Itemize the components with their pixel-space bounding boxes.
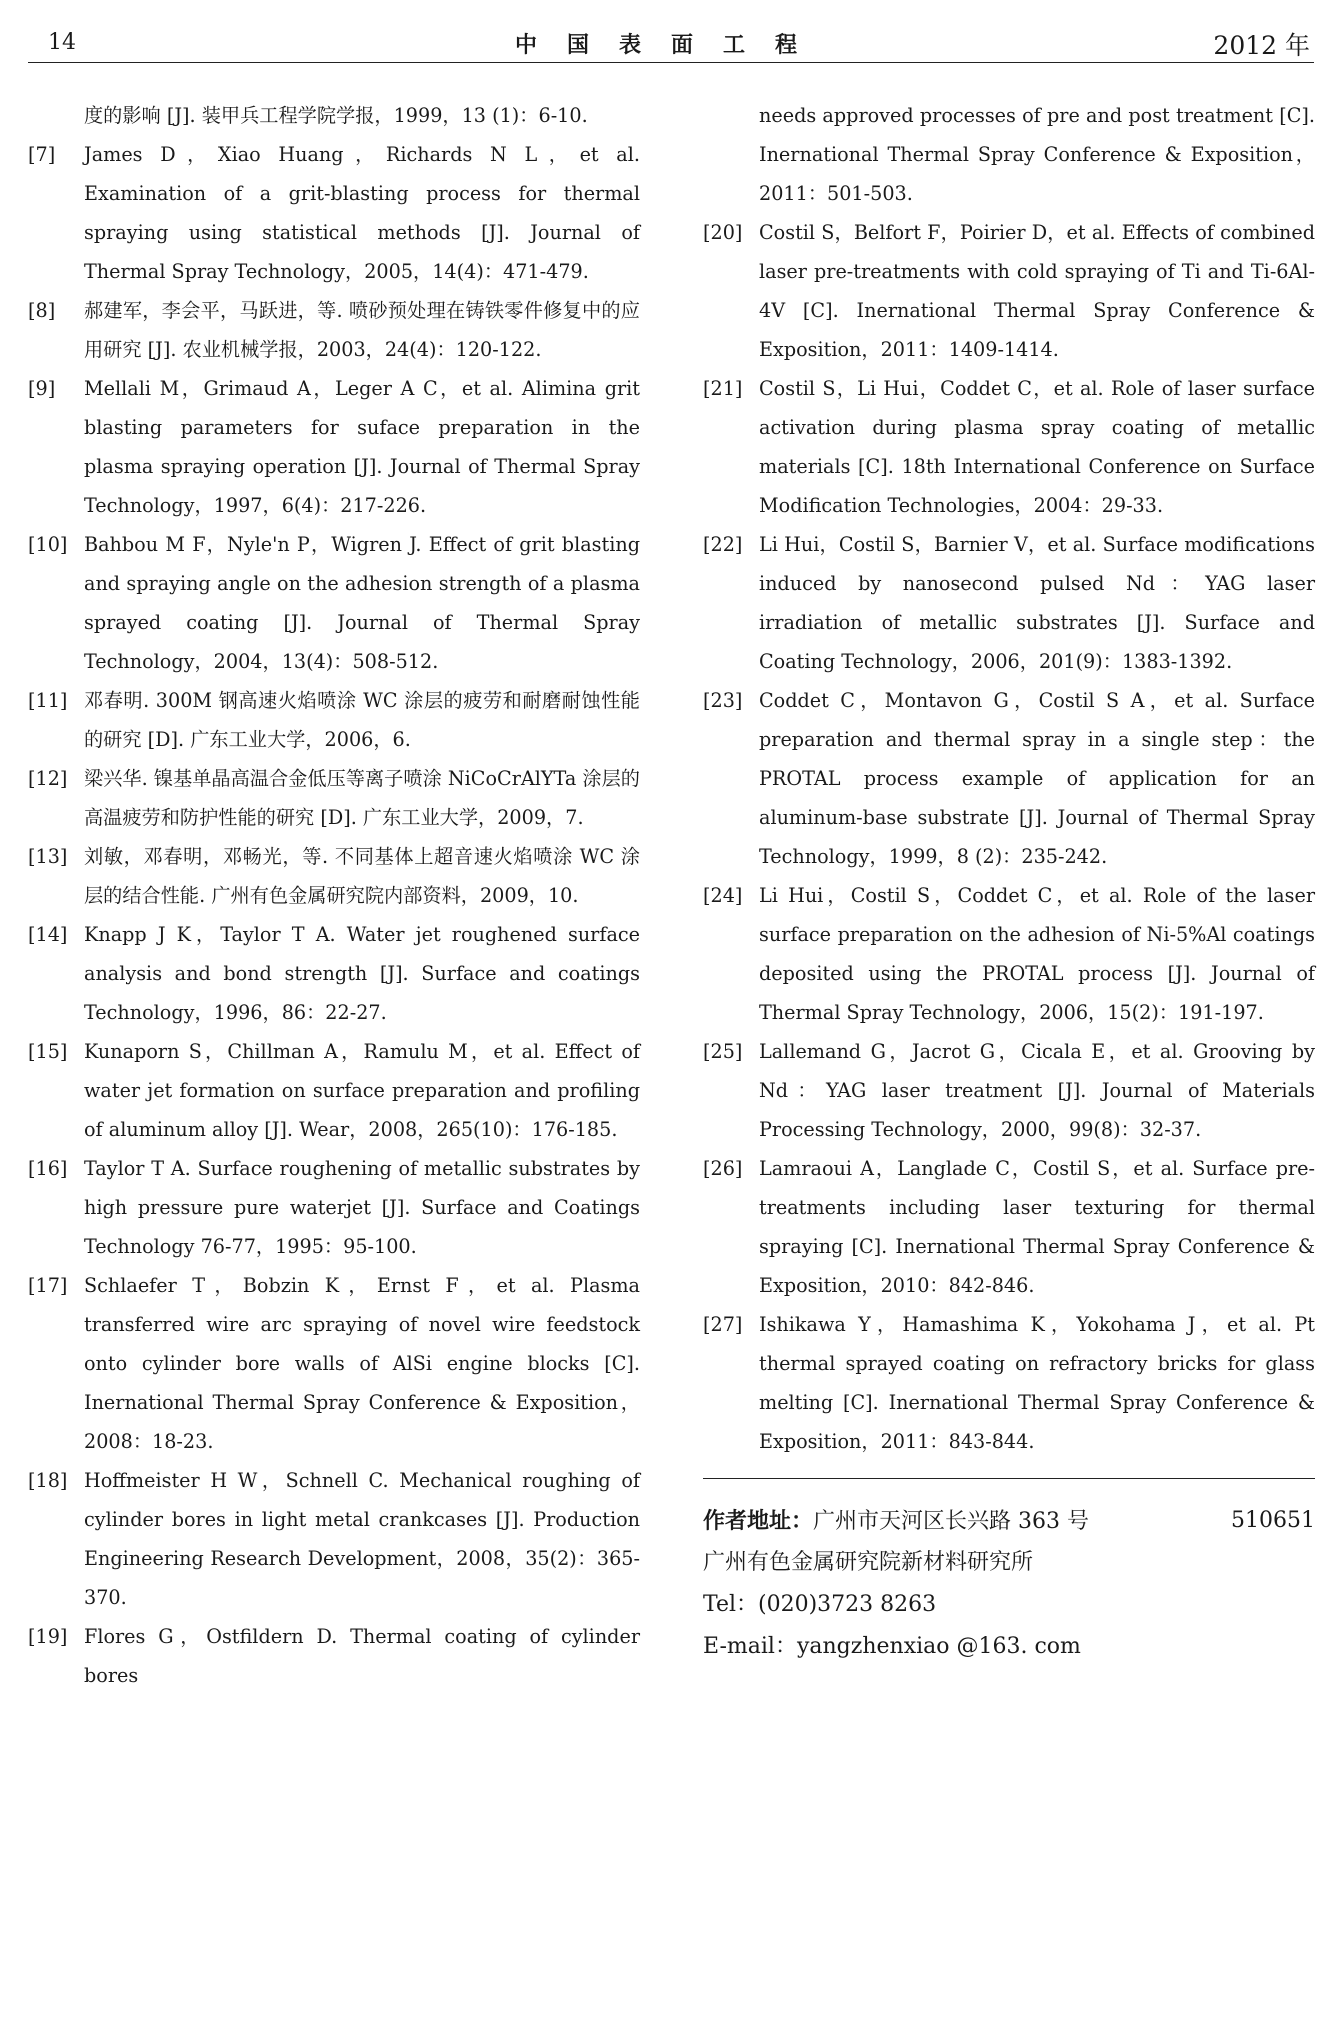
- reference-list-left: [28, 135, 640, 1695]
- reference-number: [23]: [703, 689, 743, 712]
- reference-number: [13]: [28, 845, 68, 868]
- reference-number: [17]: [28, 1274, 68, 1297]
- reference-text: Knapp J K，Taylor T A. Water jet roughened surface analysis and bond strength [J]. Surface and coatings Technology，1996，86：22-27.: [84, 923, 640, 1024]
- reference-item: [703, 876, 1315, 1032]
- reference-text: Taylor T A. Surface roughening of metallic substrates by high pressure pure waterjet [J]. Surface and Coatings Technology 76-77，1995：95-100.: [84, 1157, 640, 1258]
- reference-item: [28, 915, 640, 1032]
- reference-number: [8]: [28, 299, 56, 322]
- reference-item: [28, 369, 640, 525]
- reference-item: [28, 759, 640, 837]
- reference-number: [27]: [703, 1313, 743, 1336]
- reference-continuation: needs approved processes of pre and post treatment [C]. Inernational Thermal Spray Conference & Exposition，2011：501-503.: [759, 104, 1315, 205]
- journal-title: 中国表面工程: [514, 32, 827, 58]
- reference-text: 郝建军，李会平，马跃进，等. 喷砂预处理在铸铁零件修复中的应用研究 [J]. 农业机械学报，2003，24(4)：120-122.: [84, 299, 640, 361]
- publication-year: 2012 年: [1213, 31, 1310, 60]
- reference-number: [26]: [703, 1157, 743, 1180]
- reference-item: [28, 1617, 640, 1695]
- reference-list-right: [703, 213, 1315, 1461]
- author-postcode: 510651: [1231, 1508, 1315, 1533]
- reference-number: [19]: [28, 1625, 68, 1648]
- reference-item: [28, 291, 640, 369]
- reference-number: [12]: [28, 767, 68, 790]
- reference-item: [28, 1461, 640, 1617]
- reference-number: [22]: [703, 533, 743, 556]
- reference-text: Costil S，Belfort F，Poirier D，et al. Effects of combined laser pre-treatments with cold spraying of Ti and Ti-6Al-4V [C]. Inernational Thermal Spray Conference & Exposition，2011：1409-1414.: [759, 221, 1315, 361]
- reference-number: [11]: [28, 689, 68, 712]
- author-address: 广州市天河区长兴路 363 号: [813, 1509, 1089, 1534]
- reference-item: [703, 369, 1315, 525]
- reference-text: Kunaporn S，Chillman A，Ramulu M，et al. Effect of water jet formation on surface preparation and profiling of aluminum alloy [J]. Wear，2008，265(10)：176-185.: [84, 1040, 640, 1141]
- reference-item: [703, 681, 1315, 876]
- reference-text: Costil S，Li Hui，Coddet C，et al. Role of laser surface activation during plasma spray coating of metallic materials [C]. 18th International Conference on Surface Modification Technologies，2004：29-33.: [759, 377, 1315, 517]
- author-address-label: 作者地址：: [703, 1508, 814, 1534]
- reference-item: [28, 837, 640, 915]
- author-email[interactable]: E-mail：yangzhenxiao @163. com: [703, 1634, 1081, 1659]
- reference-text: Lamraoui A，Langlade C，Costil S，et al. Surface pre-treatments including laser texturing for thermal spraying [C]. Inernational Thermal Spray Conference & Exposition，2010：842-846.: [759, 1157, 1315, 1297]
- reference-text: Li Hui，Costil S，Coddet C，et al. Role of the laser surface preparation on the adhesion of Ni-5%Al coatings deposited using the PROTAL process [J]. Journal of Thermal Spray Technology，2006，15(2)：191-197.: [759, 884, 1315, 1024]
- reference-text: Coddet C，Montavon G，Costil S A，et al. Surface preparation and thermal spray in a single step：the PROTAL process example of application for an aluminum-base substrate [J]. Journal of Thermal Spray Technology，1999，8 (2)：235-242.: [759, 689, 1315, 868]
- author-info: [703, 1500, 1315, 1668]
- reference-text: Mellali M，Grimaud A，Leger A C，et al. Alimina grit blasting parameters for suface preparation in the plasma spraying operation [J]. Journal of Thermal Spray Technology，1997，6(4)：217-226.: [84, 377, 640, 517]
- reference-item: [703, 1032, 1315, 1149]
- reference-text: 刘敏，邓春明，邓畅光，等. 不同基体上超音速火焰喷涂 WC 涂层的结合性能. 广州有色金属研究院内部资料，2009，10.: [84, 845, 640, 907]
- reference-text: 梁兴华. 镍基单晶高温合金低压等离子喷涂 NiCoCrAlYTa 涂层的高温疲劳和防护性能的研究 [D]. 广东工业大学，2009，7.: [84, 767, 640, 829]
- reference-text: Flores G，Ostfildern D. Thermal coating of cylinder bores: [84, 1625, 640, 1687]
- reference-number: [14]: [28, 923, 68, 946]
- reference-number: [18]: [28, 1469, 68, 1492]
- reference-text: Schlaefer T，Bobzin K，Ernst F，et al. Plasma transferred wire arc spraying of novel wire feedstock onto cylinder bore walls of AlSi engine blocks [C]. Inernational Thermal Spray Conference & Exposition，2008：18-23.: [84, 1274, 640, 1453]
- reference-item: [28, 1032, 640, 1149]
- reference-number: [15]: [28, 1040, 68, 1063]
- reference-text: James D，Xiao Huang，Richards N L，et al. Examination of a grit-blasting process for thermal spraying using statistical methods [J]. Journal of Thermal Spray Technology，2005，14(4)：471-479.: [84, 143, 640, 283]
- reference-text: 邓春明. 300M 钢高速火焰喷涂 WC 涂层的疲劳和耐磨耐蚀性能的研究 [D]. 广东工业大学，2006，6.: [84, 689, 640, 751]
- reference-text: Hoffmeister H W，Schnell C. Mechanical roughing of cylinder bores in light metal crankcases [J]. Production Engineering Research Development，2008，35(2)：365-370.: [84, 1469, 640, 1609]
- reference-item: [703, 1305, 1315, 1461]
- reference-item: [703, 1149, 1315, 1305]
- reference-text: Li Hui，Costil S，Barnier V，et al. Surface modifications induced by nanosecond pulsed Nd：YAG laser irradiation of metallic substrates [J]. Surface and Coating Technology，2006，201(9)：1383-1392.: [759, 533, 1315, 673]
- left-column: [28, 96, 640, 1695]
- reference-continuation: 度的影响 [J]. 装甲兵工程学院学报，1999，13 (1)：6-10.: [84, 104, 588, 127]
- reference-number: [16]: [28, 1157, 68, 1180]
- right-column: [703, 96, 1315, 1461]
- author-institute: 广州有色金属研究院新材料研究所: [703, 1550, 1034, 1575]
- reference-item: [28, 1266, 640, 1461]
- reference-item: [703, 525, 1315, 681]
- reference-text: Bahbou M F，Nyle'n P，Wigren J. Effect of grit blasting and spraying angle on the adhesion strength of a plasma sprayed coating [J]. Journal of Thermal Spray Technology，2004，13(4)：508-512.: [84, 533, 640, 673]
- reference-number: [9]: [28, 377, 56, 400]
- reference-number: [25]: [703, 1040, 743, 1063]
- page-number: 14: [48, 30, 76, 55]
- reference-item: [703, 213, 1315, 369]
- reference-item: [28, 525, 640, 681]
- author-tel: Tel：(020)3723 8263: [703, 1592, 937, 1617]
- reference-item: [28, 681, 640, 759]
- reference-number: [21]: [703, 377, 743, 400]
- reference-number: [24]: [703, 884, 743, 907]
- reference-number: [20]: [703, 221, 743, 244]
- reference-item: [28, 135, 640, 291]
- section-divider: [703, 1478, 1315, 1479]
- running-header: [28, 24, 1314, 63]
- reference-text: Lallemand G，Jacrot G，Cicala E，et al. Grooving by Nd：YAG laser treatment [J]. Journal of Materials Processing Technology，2000，99(8)：32-37.: [759, 1040, 1315, 1141]
- reference-number: [7]: [28, 143, 56, 166]
- reference-text: Ishikawa Y，Hamashima K，Yokohama J，et al. Pt thermal sprayed coating on refractory bricks for glass melting [C]. Inernational Thermal Spray Conference & Exposition，2011：843-844.: [759, 1313, 1315, 1453]
- reference-number: [10]: [28, 533, 68, 556]
- reference-item: [28, 1149, 640, 1266]
